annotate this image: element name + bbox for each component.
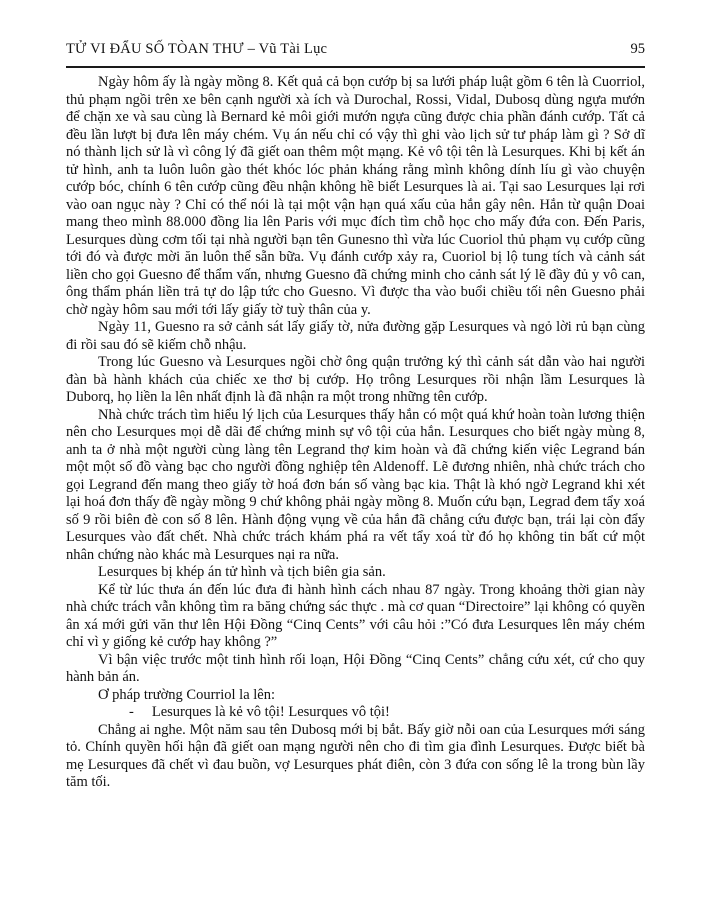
body-text [66,74,645,792]
paragraph: Ngày 11, Guesno ra sở cảnh sát lấy giấy tờ, nửa đường gặp Lesurques và ngỏ lời rủ bạn cùng đi rồi sau đó sẽ kiếm chỗ nhậu. [66,319,645,353]
book-title: TỬ VI ĐẨU SỐ TÒAN THƯ – Vũ Tài Lục [66,41,328,57]
paragraph: Kể từ lúc thưa án đến lúc đưa đi hành hình cách nhau 87 ngày. Trong khoảng thời gian này nhà chức trách vẫn không tìm ra băng chứng sác thực . mà cơ quan “Directoire” lại không có quyền ân xá mới gửi văn thư lên Hội Đồng “Cinq Cents” với câu hỏi :”Có đưa Lesurques lên máy chém chỉ vì y giống kẻ cướp hay không ?” [66,581,645,650]
paragraph: Ơ pháp trường Courriol la lên: [98,686,276,703]
quote-line [66,704,645,722]
quote-text: Lesurques là kẻ vô tội! Lesurques vô tội! [151,704,390,720]
dash-bullet-marker: - [129,704,134,720]
paragraph: Trong lúc Guesno và Lesurques ngồi chờ ông quận trưởng ký thì cảnh sát dẫn vào hai người đàn bà hành khách của chiếc xe thơ bị cướp. Họ trông Lesurques rồi nhận lầm Lesurques là Duborq, họ liền la lên nhất định là đã nhận ra một trong những tên cướp. [66,354,645,405]
header-divider [66,66,645,68]
paragraph: Nhà chức trách tìm hiểu lý lịch của Lesurques thấy hắn có một quá khứ hoàn toàn lương thiện nên cho Lesurques mọi dễ dãi để chứng minh sự vô tội của hắn. Lesurques cho biết ngày mùng 8, anh ta ở nhà một người cùng làng tên Legrand thợ kim hoàn và đã chứng kiến việc Legrand bán một một số đồ vàng bạc cho người đồng nghiệp tên Aldenoff. Lẽ đương nhiên, nhà chức trách cho gọi Legrand đến mang theo giấy tờ hoá đơn bán số vàng bạc kia. Thật là khó ngờ Legrand khi xét lại hoá đơn thấy đề ngày mồng 9 chứ không phải ngày mồng 8. Muốn cứu bạn, Legrad đem tẩy xoá số 9 rồi biên đè con số 8 lên. Hành động vụng về của hắn đã chẳng cứu được bạn, trái lại còn đẩy Lesurques vào đất chết. Nhà chức trách khám phá ra vết tẩy xoá từ đó họ không tin bất cứ một nhân chứng nào khác mà Lesurques nại ra nữa. [66,406,645,563]
paragraph: Vì bận việc trước một tinh hình rối loạn, Hội Đồng “Cinq Cents” chẳng cứu xét, cứ cho quy hành bản án. [66,651,645,685]
paragraph: Ngày hôm ấy là ngày mồng 8. Kết quả cả bọn cướp bị sa lưới pháp luật gồm 6 tên là Cuorriol, thủ phạm ngồi trên xe bên cạnh người xà ích và Durochal, Rossi, Vidal, Dubosq dùng ngựa mướn để chặn xe và sau cùng là Bernard kẻ môi giới mướn ngựa cũng được chia phần đánh cướp. Tất cả đều lần lượt bị đưa lên máy chém. Vụ án nếu chỉ có vậy thì ghi vào lịch sử tư pháp làm gì ? Sở dĩ nó thành lịch sử là vì công lý đã giết oan thêm một mạng. Kẻ vô tội tên là Lesurques. Khi bị kết án tử hình, anh ta luôn luôn gào thét khóc lóc phản kháng rằng mình không dính líu gì vào chuyện cướp bóc, chính 6 tên cướp cũng đều nhận không hề biết Lesurques là ai. Tại sao Lesurques lại rơi vào oan ngục này ? Chỉ có thể nói là tại một vận hạn quá xấu của hắn gây nên. Hắn từ quận Doai mang theo mình 88.000 đồng lia lên Paris với mục đích tìm chỗ học cho mấy đứa con. Đến Paris, Lesurques dùng cơm tối tại nhà người bạn tên Gunesno thì vừa lúc Cuoriol thủ phạm vụ cướp cũng tới đó và được mời ăn luôn thể sẵn bữa. Vụ đánh cướp xảy ra, Cuoriol bị lộ tung tích và cảnh sát liền cho gọi Guesno để thẩm vấn, nhưng Guesno đã chứng minh cho cảnh sát lý lẽ đầy đủ y vô can, ông thẩm phán liền trả tự do lập tức cho Guesno. Vì được tha vào buổi chiều tối nên Guesno phải chờ ngày hôm sau mới tới lấy giấy tờ tuỳ thân của y. [66,74,645,318]
page-number: 95 [630,41,645,57]
running-header [66,40,645,58]
paragraph: Chẳng ai nghe. Một năm sau tên Dubosq mới bị bắt. Bấy giờ nỗi oan của Lesurques mới sáng tỏ. Chính quyền hối hận đã giết oan mạng người nên cho đi tìm gia đình Lesurques. Được biết bà mẹ Lesurques đã chết vì đau buồn, vợ Lesurques phát điên, còn 3 đứa con sống lê la trong bùn lầy tăm tối. [66,721,645,790]
paragraph: Lesurques bị khép án tử hình và tịch biên gia sản. [98,564,386,580]
